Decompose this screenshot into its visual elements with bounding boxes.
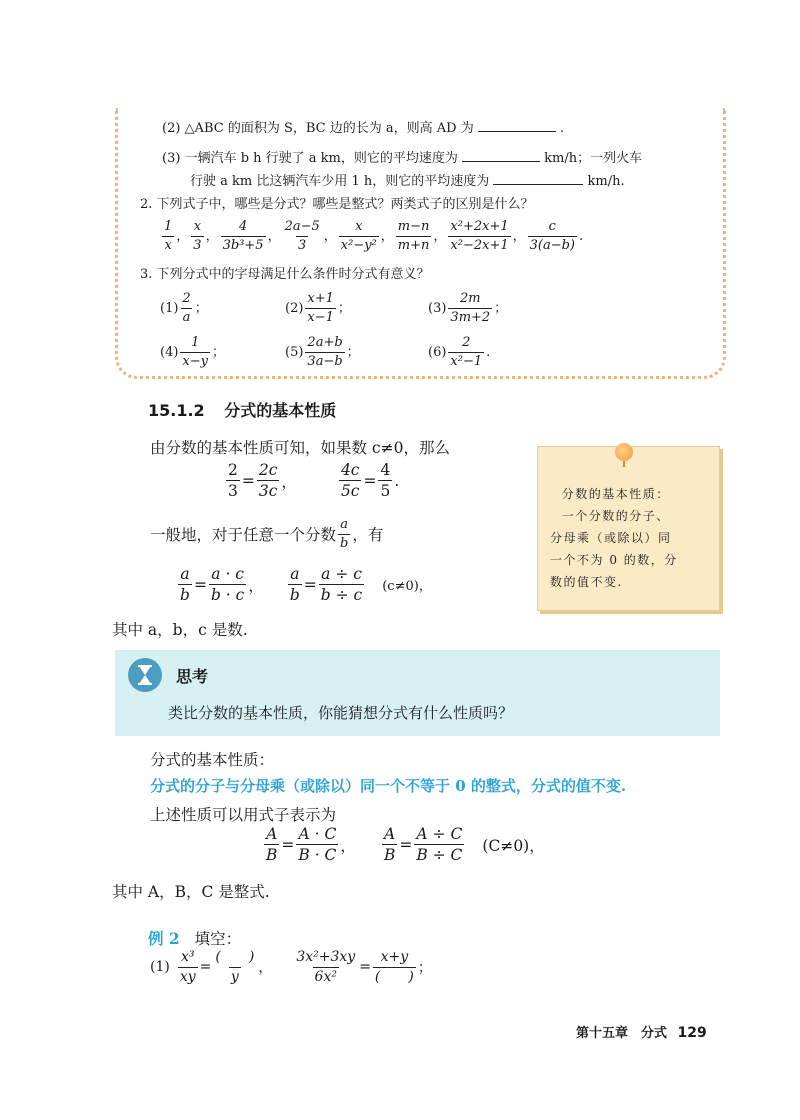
exercise-1-3 [162,149,642,165]
q1-2-end: . [559,121,565,136]
expression-intro: 上述性质可以用式子表示为 [150,806,337,824]
fraction: $\frac{x}{\text{x²−y²}}$ [340,219,377,253]
fraction: $\frac{\text{x²+2x+1}}{\text{x²−2x+1}}$ [450,219,509,253]
example-task: 填空： [194,930,242,948]
hourglass-icon [128,658,162,692]
pin-icon [615,443,633,461]
general-text: 一般地，对于任意一个分数 $\frac{a}{b}$ ，有 [150,517,384,551]
q1-2-text: △ABC 的面积为 S，BC 边的长为 a，则高 AD 为 [184,121,474,136]
property-label: 分式的基本性质： [150,751,275,769]
exercise-3-item-1: (1) $\frac{2}{a}$ ； [160,291,208,325]
answer-blank [493,172,583,185]
q1-3-unit: km/h；一列火车 [544,151,643,166]
example-label: 例 2 [148,929,180,948]
fraction: $\frac{4}{\text{3b³+5}}$ [222,219,264,253]
exercise-3: 3. 下列分式中的字母满足什么条件时分式有意义？ [140,267,430,282]
equation-2: $\frac{a}{b}$ = $\frac{a \cdot c}{b \cdot c}$ ， $\frac{a}{b}$ = $\frac{a \div c}{b \div c}$ (c≠0)， [180,565,432,605]
exercise-1-3-line2 [190,172,625,188]
q1-3-num: (3) [162,151,181,166]
q1-3-line2: 行驶 a km 比这辆汽车少用 1 h，则它的平均速度为 [190,174,490,189]
exercise-1-2 [162,119,564,135]
section-heading [148,398,336,421]
fraction: $\frac{c}{3(a-b)}$ [529,219,576,253]
exercise-2-expressions: $\frac{1}{x}$ ， $\frac{x}{3}$ ， $\frac{4}{\text{3b³+5}}$ ， $\frac{2a-5}{3}$ ， $\frac{x}{\text{x²−y²}}$ ， $\frac{m-n}{m+n}$ ， $\frac{\text{x²+2x+1}}{\text{x²−2x+1}}$ ， $\frac{c}{3(a-b)}$ . [164,219,584,253]
exercise-3-item-6: (6) $\frac{2}{\text{x²−1}}$ . [428,335,491,369]
think-title: 思考 [176,667,209,686]
chapter-label: 第十五章 分式 [576,1026,668,1041]
q1-3-unit2: km/h. [587,174,625,189]
page-number: 129 [677,1025,707,1041]
equation-1: $\frac{2}{3}$ = $\frac{2c}{3c}$ ， $\frac{4c}{5c}$ = $\frac{4}{5}$ . [228,461,400,501]
fraction: $\frac{2a-5}{3}$ [284,219,320,253]
example-item-1: (1) $\frac{\text{x³}}{xy}$ = $\frac{( )}{y}$ ， $\frac{\text{3x²+3xy}}{\text{6x²}}$ = $\frac{x+y}{( )}$ ； [150,949,432,985]
answer-blank [462,149,540,162]
exercise-3-item-4: (4) $\frac{1}{x-y}$ ； [160,335,226,369]
where-text-2: 其中 A，B，C 是整式. [112,883,270,901]
equation-3: $\frac{A}{B}$ = $\frac{A \cdot C}{B \cdot C}$ ， $\frac{A}{B}$ = $\frac{A \div C}{B \div C}$ (C≠0)， [266,825,545,865]
exercise-3-item-5: (5) $\frac{2a+b}{3a-b}$ ； [285,335,360,369]
page-footer [576,1022,707,1041]
intro-text: 由分数的基本性质可知，如果数 c≠0，那么 [150,439,450,457]
fraction: $\frac{1}{x}$ [164,219,173,253]
q1-3-text: 一辆汽车 b h 行驶了 a km，则它的平均速度为 [184,151,458,166]
exercise-3-item-2: (2) $\frac{x+1}{x-1}$ ； [285,291,351,325]
note-box [537,446,720,611]
fraction: $\frac{x}{3}$ [193,219,202,253]
fraction: $\frac{m-n}{m+n}$ [397,219,430,253]
section-number: 15.1.2 [148,401,205,420]
think-body: 类比分数的基本性质，你能猜想分式有什么性质吗？ [168,704,514,722]
section-title: 分式的基本性质 [224,401,337,420]
example-header [148,927,241,949]
answer-blank [478,119,556,132]
property-statement: 分式的分子与分母乘（或除以）同一个不等于 0 的整式，分式的值不变. [150,777,627,795]
note-text: 分数的基本性质： 一个分数的分子、 分母乘（或除以）同 一个不为 0 的数，分 数的值不变. [550,487,678,589]
exercise-3-item-3: (3) $\frac{2m}{3m+2}$ ； [428,291,508,325]
where-text: 其中 a，b，c 是数. [112,621,248,639]
q1-2-num: (2) [162,121,181,136]
think-box [115,650,720,736]
exercise-2: 2. 下列式子中，哪些是分式？哪些是整式？两类式子的区别是什么？ [140,197,534,212]
